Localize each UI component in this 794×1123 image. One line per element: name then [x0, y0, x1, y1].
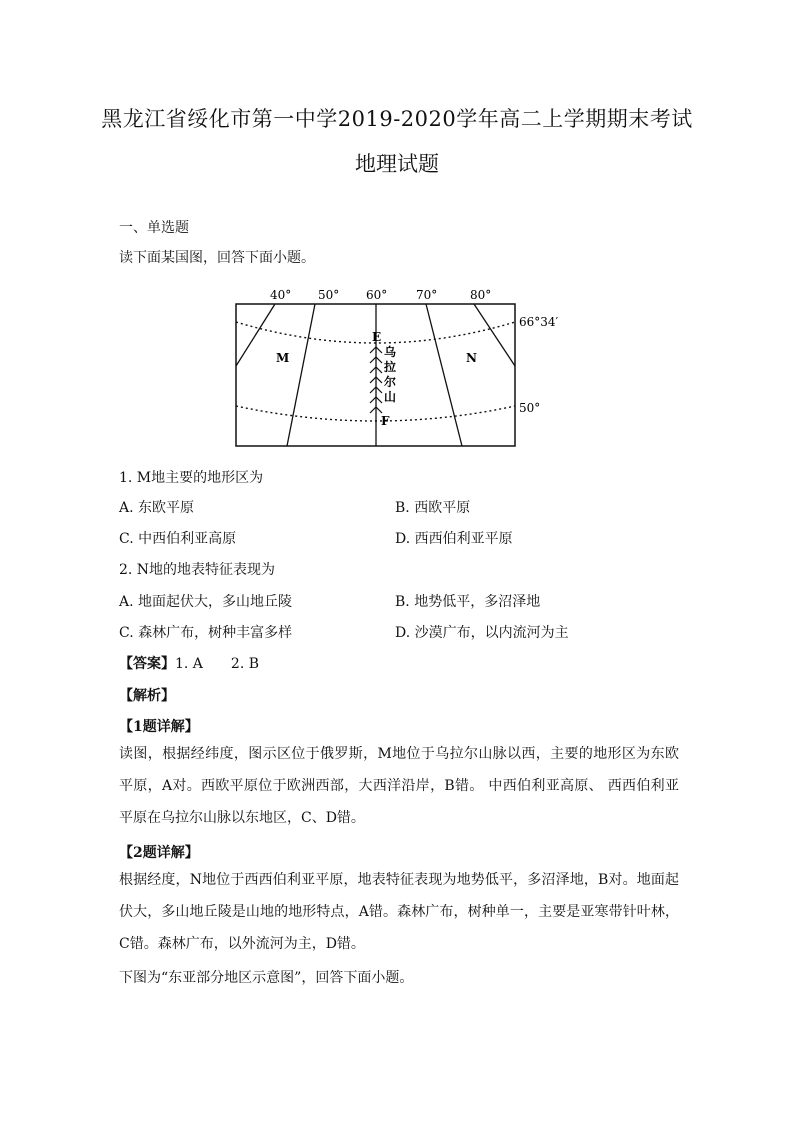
region-label-n: N	[466, 351, 477, 365]
question-1-option-a: A. 东欧平原	[119, 500, 195, 516]
question-1-option-d: D. 西西伯利亚平原	[395, 531, 513, 547]
longitude-label-40: 40°	[270, 288, 292, 302]
latitude-label-bottom: 50°	[519, 401, 541, 415]
answer-label: 【答案】	[119, 656, 175, 672]
question-2-option-b: B. 地势低平，多沼泽地	[395, 594, 541, 610]
question-2-stem: 2. N地的地表特征表现为	[119, 562, 276, 578]
latitude-label-top: 66°34′	[519, 315, 559, 329]
longitude-label-60: 60°	[366, 288, 388, 302]
question-1-stem: 1. M地主要的地形区为	[119, 470, 264, 486]
detail-1-label: 【1题详解】	[119, 719, 199, 735]
longitude-label-50: 50°	[318, 288, 340, 302]
question-2-option-c: C. 森林广布，树种丰富多样	[119, 625, 293, 641]
meridian-50	[287, 304, 315, 446]
answer-text: 1. A 2. B	[175, 656, 260, 672]
mountain-name-char-1: 乌	[384, 345, 397, 359]
question-intro: 读下面某国图，回答下面小题。	[119, 250, 315, 266]
russia-map-figure	[230, 286, 559, 452]
document-subtitle: 地理试题	[355, 152, 439, 176]
mountain-name-char-3: 尔	[384, 375, 397, 389]
detail-1-text: 读图，根据经纬度，图示区位于俄罗斯，M地位于乌拉尔山脉以西，主要的地形区为东欧平原，A对。西欧平原位于欧洲西部，大西洋沿岸，B错。 中西伯利亚高原、 西西伯利亚平原在乌拉尔山脉以东地区，C、D错。	[119, 746, 679, 826]
question-1-option-c: C. 中西伯利亚高原	[119, 531, 237, 547]
question-2-option-a: A. 地面起伏大，多山地丘陵	[119, 594, 293, 610]
question-intro-2: 下图为“东亚部分地区示意图”，回答下面小题。	[119, 970, 414, 986]
mountain-name-char-4: 山	[384, 390, 397, 404]
mountain-name-char-2: 拉	[384, 360, 397, 374]
question-2-option-d: D. 沙漠广布，以内流河为主	[395, 625, 569, 641]
question-1-option-b: B. 西欧平原	[395, 500, 471, 516]
analysis-label: 【解析】	[119, 688, 175, 704]
point-label-f: F	[381, 414, 390, 428]
detail-2-text: 根据经度，N地位于西西伯利亚平原，地表特征表现为地势低平，多沼泽地，B对。地面起伏大，多山地丘陵是山地的地形特点，A错。森林广布，树种单一，主要是亚寒带针叶林，C错。森林广布，以外流河为主，D错。	[119, 872, 679, 952]
meridian-70	[426, 304, 462, 446]
longitude-label-80: 80°	[470, 288, 492, 302]
section-heading: 一、单选题	[119, 220, 189, 236]
meridian-40	[236, 304, 275, 366]
region-label-m: M	[276, 351, 290, 365]
document-title: 黑龙江省绥化市第一中学2019-2020学年高二上学期期末考试	[101, 107, 693, 131]
point-label-e: E	[372, 330, 382, 344]
longitude-label-70: 70°	[416, 288, 438, 302]
answer-line	[119, 654, 259, 674]
detail-2-label: 【2题详解】	[119, 845, 199, 861]
meridian-80	[474, 304, 515, 366]
